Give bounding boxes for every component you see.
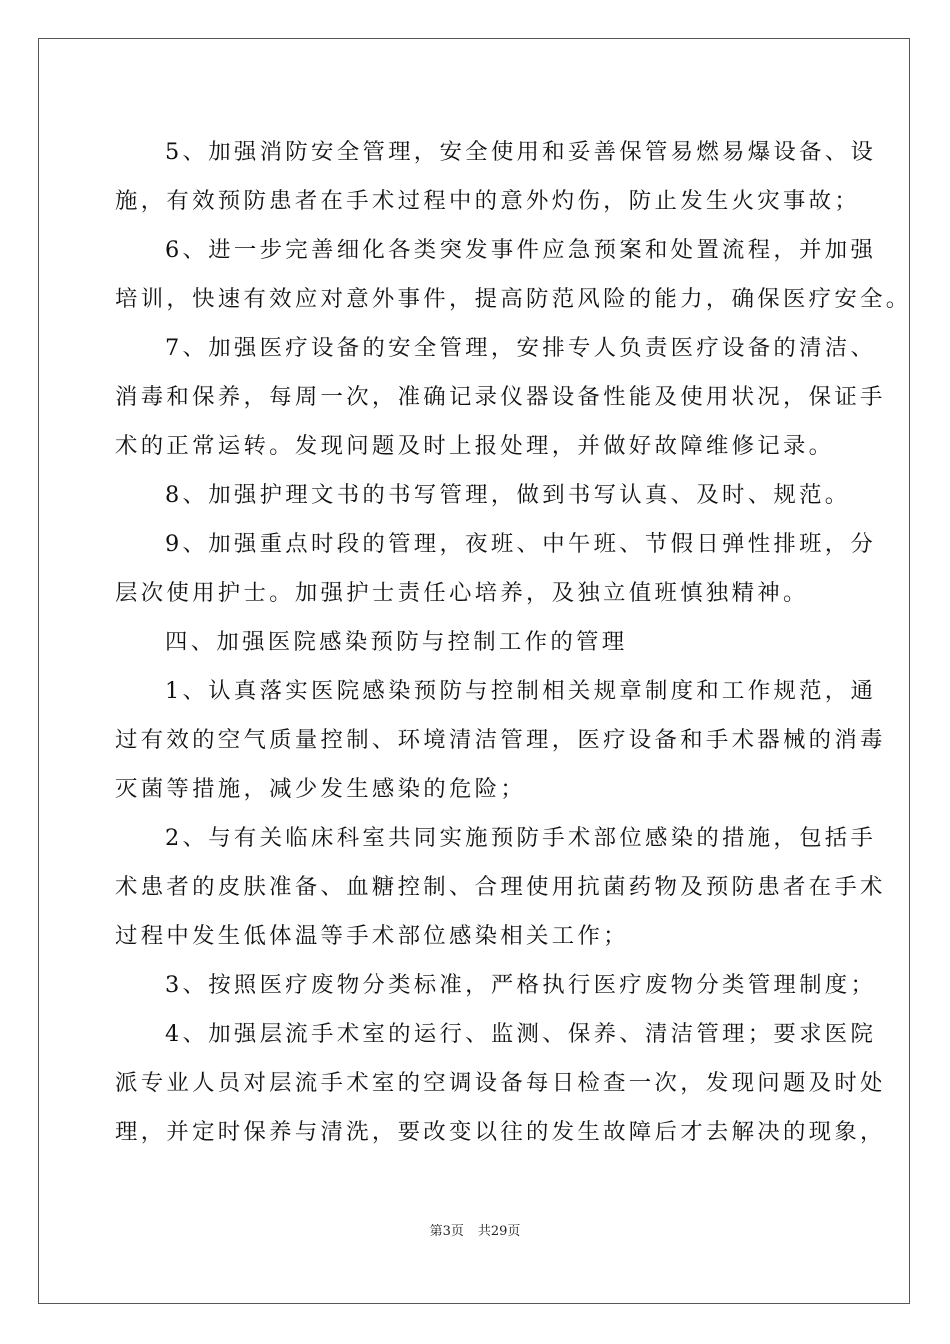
paragraph-8: [115, 814, 886, 961]
paragraph-4: [115, 471, 851, 520]
text-line: 过有效的空气质量控制、环境清洁管理，医疗设备和手术器械的消毒: [115, 727, 886, 753]
paragraph-3: [115, 324, 886, 471]
text-line: 5、加强消防安全管理，安全使用和妥善保管易燃易爆设备、设: [165, 139, 877, 165]
text-line: 过程中发生低体温等手术部位感染相关工作；: [115, 923, 629, 949]
text-line: 3、按照医疗废物分类标准，严格执行医疗废物分类管理制度；: [165, 972, 877, 998]
text-line: 7、加强医疗设备的安全管理，安排专人负责医疗设备的清洁、: [165, 335, 877, 361]
text-line: 派专业人员对层流手术室的空调设备每日检查一次，发现问题及时处: [115, 1070, 886, 1096]
text-line: 6、进一步完善细化各类突发事件应急预案和处置流程，并加强: [165, 237, 877, 263]
text-line: 2、与有关临床科室共同实施预防手术部位感染的措施，包括手: [165, 825, 877, 851]
text-line: 理，并定时保养与清洗，要改变以往的发生故障后才去解决的现象，: [115, 1119, 886, 1145]
text-line: 术患者的皮肤准备、血糖控制、合理使用抗菌药物及预防患者在手术: [115, 874, 886, 900]
text-line: 1、认真落实医院感染预防与控制相关规章制度和工作规范，通: [165, 678, 877, 704]
page-footer: [0, 1220, 950, 1239]
page-total: 共29页: [477, 1224, 521, 1239]
section-heading-text: 四、加强医院感染预防与控制工作的管理: [165, 629, 628, 655]
text-line: 4、加强层流手术室的运行、监测、保养、清洁管理；要求医院: [165, 1021, 877, 1047]
paragraph-9: [115, 961, 877, 1010]
text-line: 消毒和保养，每周一次，准确记录仪器设备性能及使用状况，保证手: [115, 384, 886, 410]
paragraph-5: [115, 520, 877, 618]
text-line: 术的正常运转。发现问题及时上报处理，并做好故障维修记录。: [115, 433, 835, 459]
text-line: 施，有效预防患者在手术过程中的意外灼伤，防止发生火灾事故；: [115, 188, 861, 214]
paragraph-7: [115, 667, 886, 814]
text-line: 培训，快速有效应对意外事件，提高防范风险的能力，确保医疗安全。: [115, 286, 912, 312]
text-line: 灭菌等措施，减少发生感染的危险；: [115, 776, 527, 802]
document-body: [115, 128, 912, 1157]
text-line: 层次使用护士。加强护士责任心培养，及独立值班慎独精神。: [115, 580, 809, 606]
section-heading: [115, 618, 840, 667]
paragraph-2: [115, 226, 912, 324]
paragraph-10: [115, 1010, 886, 1157]
page-number: 第3页: [429, 1224, 464, 1239]
paragraph-1: [115, 128, 877, 226]
text-line: 8、加强护理文书的书写管理，做到书写认真、及时、规范。: [165, 482, 851, 508]
text-line: 9、加强重点时段的管理，夜班、中午班、节假日弹性排班，分: [165, 531, 877, 557]
